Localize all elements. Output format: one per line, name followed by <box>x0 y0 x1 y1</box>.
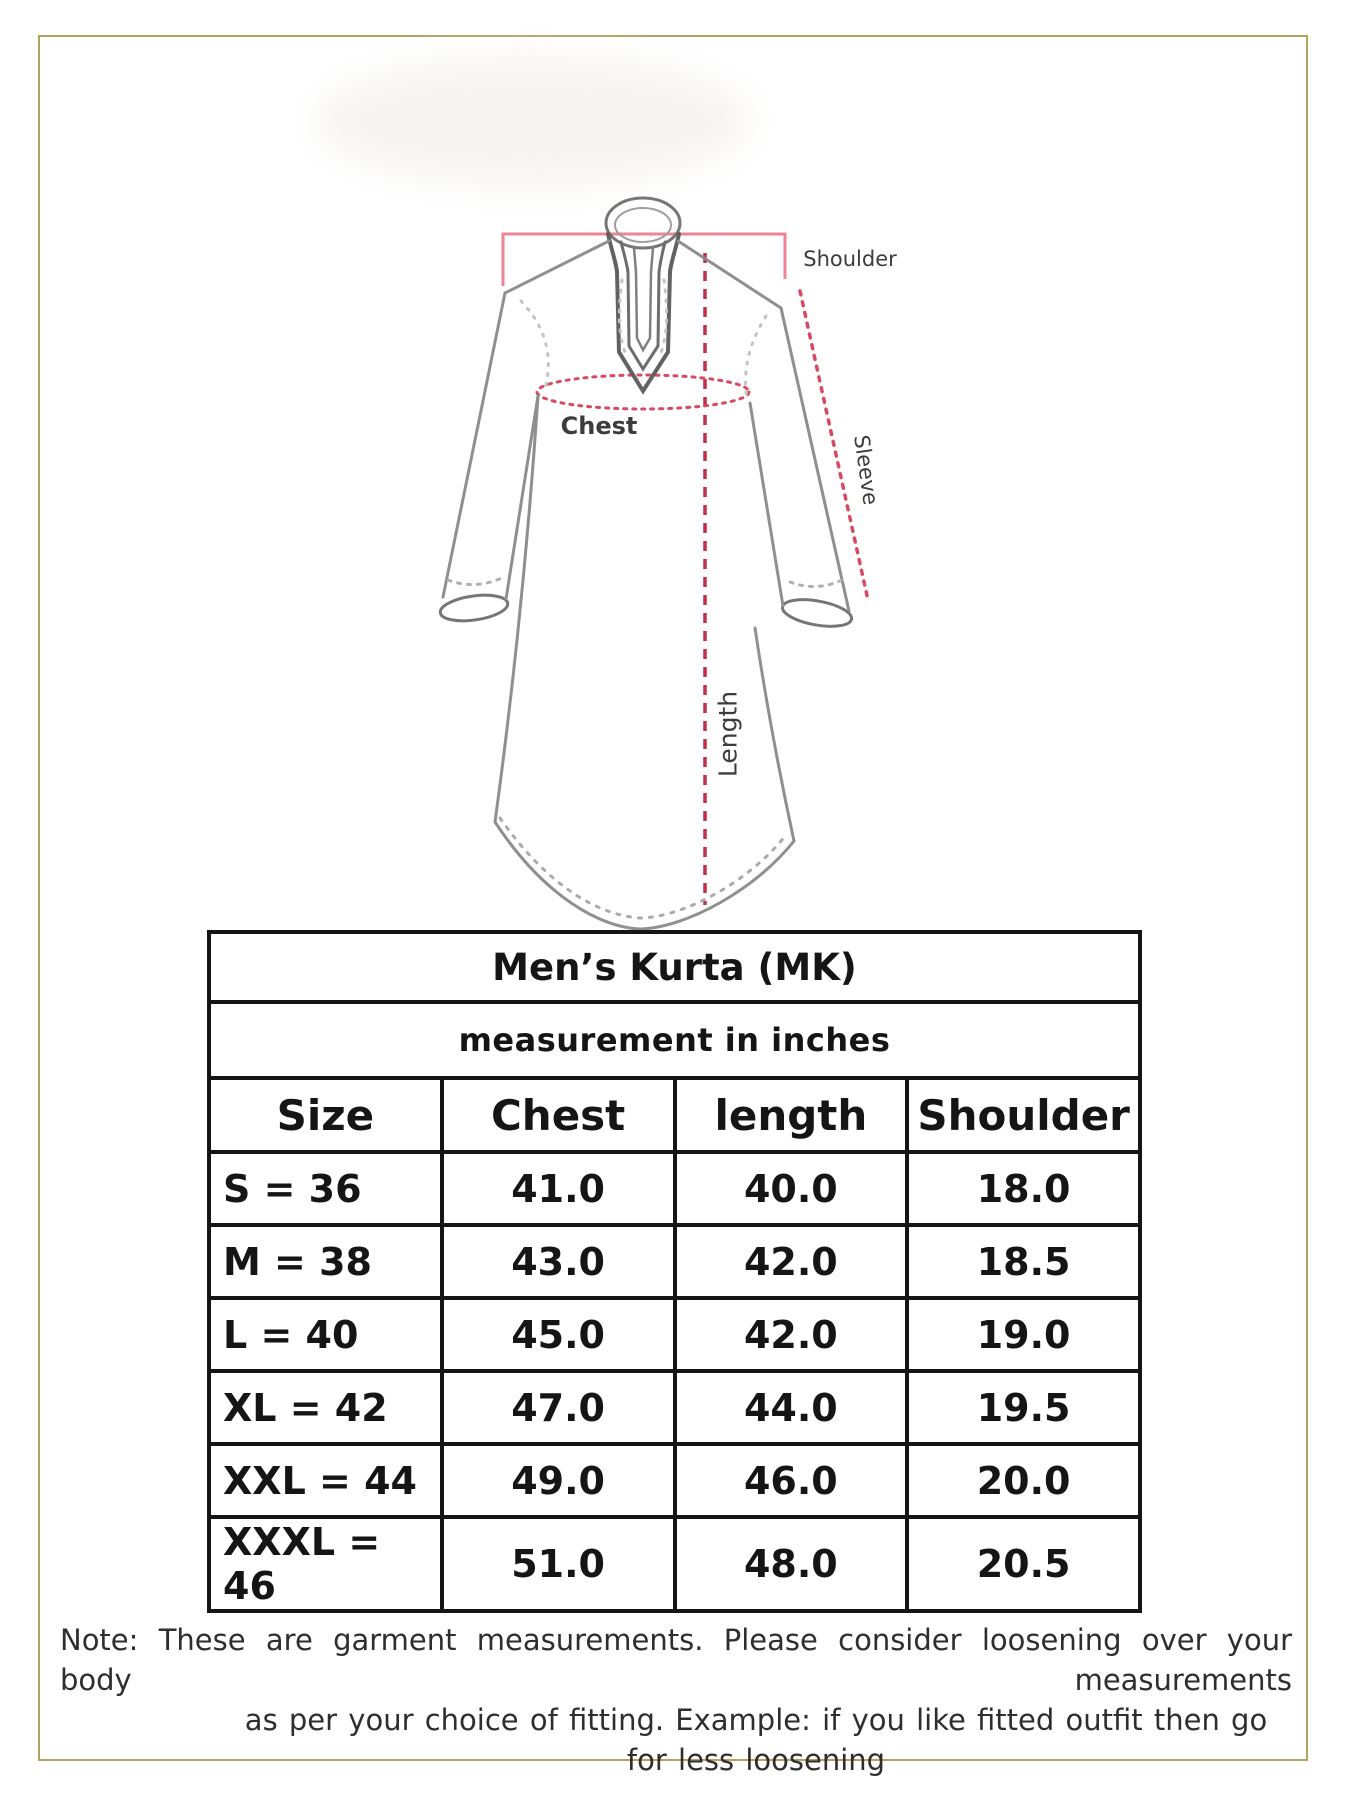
cell-length: 40.0 <box>675 1152 908 1225</box>
cell-shoulder: 18.5 <box>907 1225 1140 1298</box>
cell-length: 44.0 <box>675 1371 908 1444</box>
cell-shoulder: 19.5 <box>907 1371 1140 1444</box>
table-subtitle: measurement in inches <box>209 1002 1140 1078</box>
cell-size: M = 38 <box>209 1225 442 1298</box>
cell-size: S = 36 <box>209 1152 442 1225</box>
measurement-note <box>60 1620 1292 1780</box>
cell-chest: 45.0 <box>442 1298 675 1371</box>
table-row <box>209 1444 1140 1517</box>
cell-chest: 51.0 <box>442 1517 675 1611</box>
table-title: Men’s Kurta (MK) <box>209 932 1140 1002</box>
column-header-chest: Chest <box>442 1078 675 1152</box>
cell-size: XL = 42 <box>209 1371 442 1444</box>
cell-length: 42.0 <box>675 1225 908 1298</box>
cell-length: 48.0 <box>675 1517 908 1611</box>
table-row <box>209 1298 1140 1371</box>
table-subtitle-row <box>209 1002 1140 1078</box>
cell-shoulder: 18.0 <box>907 1152 1140 1225</box>
cell-shoulder: 20.0 <box>907 1444 1140 1517</box>
column-header-length: length <box>675 1078 908 1152</box>
table-row <box>209 1225 1140 1298</box>
table-row <box>209 1517 1140 1611</box>
cell-chest: 41.0 <box>442 1152 675 1225</box>
kurta-diagram <box>380 160 920 960</box>
note-line-2: as per your choice of fitting. Example: if you like fitted outfit then go for less loosening <box>244 1703 1268 1777</box>
shoulder-measure-label: Shoulder <box>803 247 897 271</box>
table-row <box>209 1152 1140 1225</box>
cell-size: XXL = 44 <box>209 1444 442 1517</box>
table-row <box>209 1371 1140 1444</box>
cell-chest: 47.0 <box>442 1371 675 1444</box>
column-header-shoulder: Shoulder <box>907 1078 1140 1152</box>
cell-shoulder: 20.5 <box>907 1517 1140 1611</box>
cell-size: XXXL = 46 <box>209 1517 442 1611</box>
chest-measure-label: Chest <box>560 412 638 440</box>
size-chart-table <box>207 930 1142 1613</box>
cell-chest: 43.0 <box>442 1225 675 1298</box>
sleeve-measure-label: Sleeve <box>849 433 883 507</box>
cell-length: 46.0 <box>675 1444 908 1517</box>
length-measure-label: Length <box>713 690 743 778</box>
cell-chest: 49.0 <box>442 1444 675 1517</box>
cell-size: L = 40 <box>209 1298 442 1371</box>
cell-length: 42.0 <box>675 1298 908 1371</box>
table-header-row <box>209 1078 1140 1152</box>
note-line-1: Note: These are garment measurements. Please consider loosening over your body measurements <box>60 1623 1292 1697</box>
table-title-row <box>209 932 1140 1002</box>
column-header-size: Size <box>209 1078 442 1152</box>
cell-shoulder: 19.0 <box>907 1298 1140 1371</box>
